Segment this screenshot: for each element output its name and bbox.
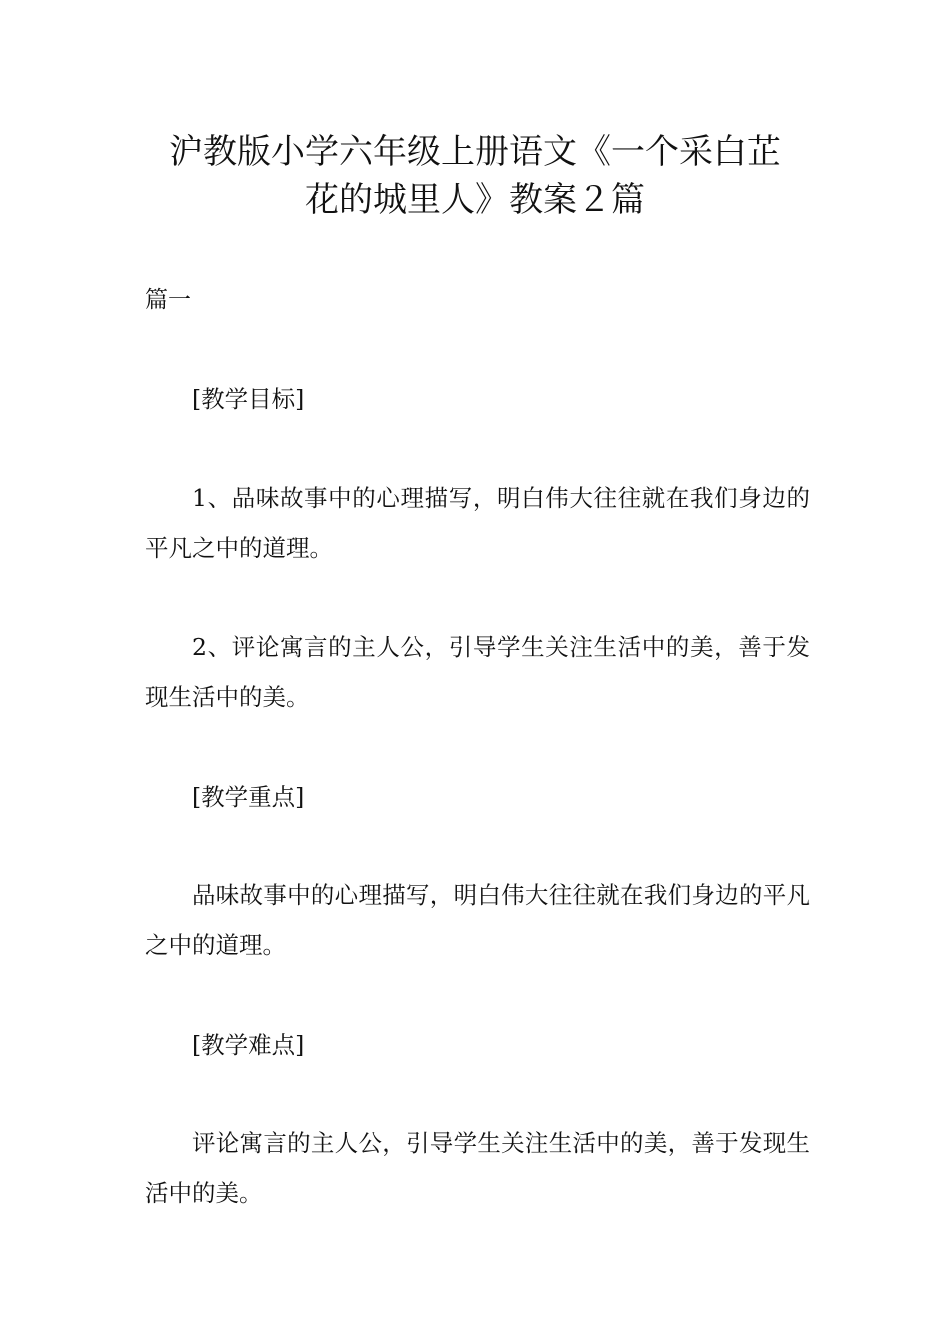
heading-teaching-difficulty: [教学难点] — [192, 1031, 305, 1059]
heading-teaching-focus: [教学重点] — [192, 783, 305, 811]
teaching-difficulty-text: 评论寓言的主人公，引导学生关注生活中的美，善于发现生活中的美。 — [145, 1129, 810, 1207]
goal-item-1: 1、品味故事中的心理描写，明白伟大往往就在我们身边的平凡之中的道理。 — [145, 484, 810, 562]
title-line-1: 沪教版小学六年级上册语文《一个采白芷 — [169, 132, 781, 172]
document-title — [145, 128, 805, 224]
goal-item-2: 2、评论寓言的主人公，引导学生关注生活中的美，善于发现生活中的美。 — [145, 633, 810, 711]
title-line-2: 花的城里人》教案２篇 — [305, 180, 645, 220]
section-label: 篇一 — [145, 287, 191, 313]
teaching-focus-text: 品味故事中的心理描写，明白伟大往往就在我们身边的平凡之中的道理。 — [145, 881, 810, 959]
heading-teaching-goals: [教学目标] — [192, 385, 305, 413]
